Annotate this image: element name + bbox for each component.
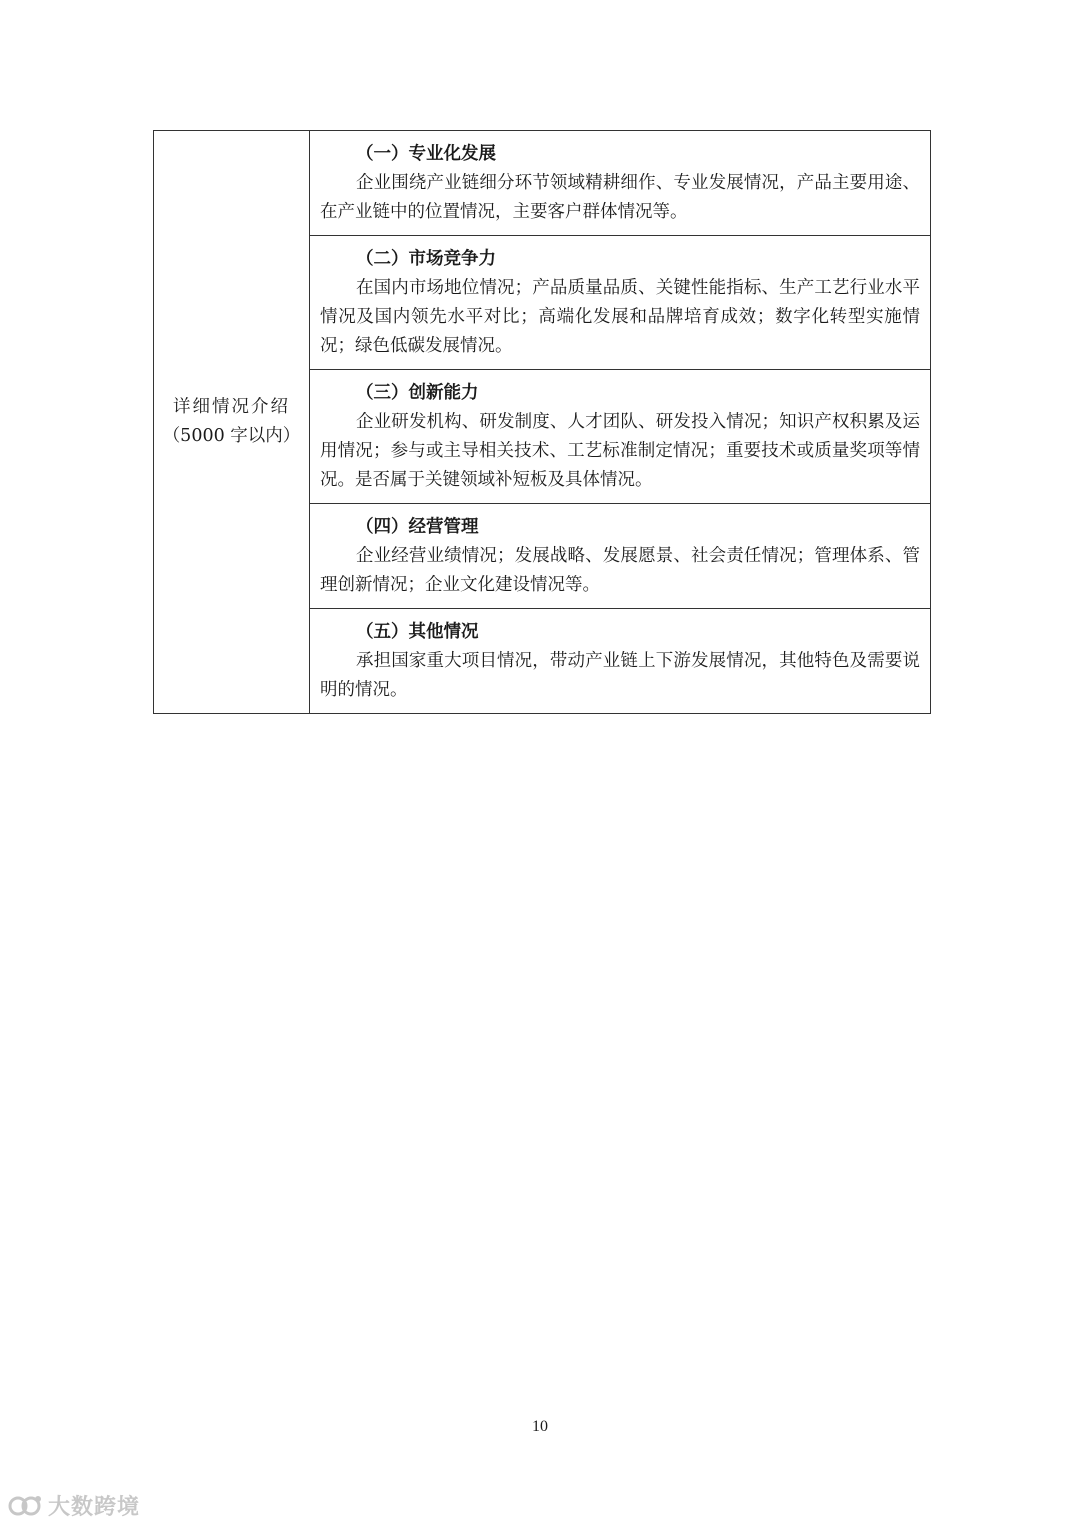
page-number: 10 xyxy=(532,1418,548,1435)
section-cell-1 xyxy=(310,131,931,236)
label-main: 详细情况介绍 xyxy=(173,397,290,417)
label-sub: （5000 字以内） xyxy=(162,426,301,446)
section-body: 企业围绕产业链细分环节领域精耕细作、专业发展情况，产品主要用途、在产业链中的位置情况，主要客户群体情况等。 xyxy=(320,173,920,222)
watermark-text: 大数跨境 xyxy=(48,1495,141,1520)
section-cell-2 xyxy=(310,236,931,370)
section-cell-4 xyxy=(310,504,931,609)
section-body: 在国内市场地位情况；产品质量品质、关键性能指标、生产工艺行业水平情况及国内领先水平对比；高端化发展和品牌培育成效；数字化转型实施情况；绿色低碳发展情况。 xyxy=(320,278,920,356)
section-heading: （二）市场竞争力 xyxy=(356,249,496,269)
logo-icon xyxy=(8,1493,42,1519)
watermark xyxy=(8,1490,140,1521)
section-body: 企业经营业绩情况；发展战略、发展愿景、社会责任情况；管理体系、管理创新情况；企业文化建设情况等。 xyxy=(320,546,920,595)
section-cell-3 xyxy=(310,370,931,504)
section-heading: （五）其他情况 xyxy=(356,622,479,642)
section-cell-5 xyxy=(310,609,931,714)
section-heading: （一）专业化发展 xyxy=(356,144,496,164)
section-body: 企业研发机构、研发制度、人才团队、研发投入情况；知识产权积累及运用情况；参与或主导相关技术、工艺标准制定情况；重要技术或质量奖项等情况。是否属于关键领域补短板及具体情况。 xyxy=(320,412,920,490)
label-cell xyxy=(154,131,310,714)
section-body: 承担国家重大项目情况，带动产业链上下游发展情况，其他特色及需要说明的情况。 xyxy=(320,651,920,700)
detail-table xyxy=(153,130,931,714)
section-heading: （三）创新能力 xyxy=(356,383,479,403)
section-heading: （四）经营管理 xyxy=(356,517,479,537)
